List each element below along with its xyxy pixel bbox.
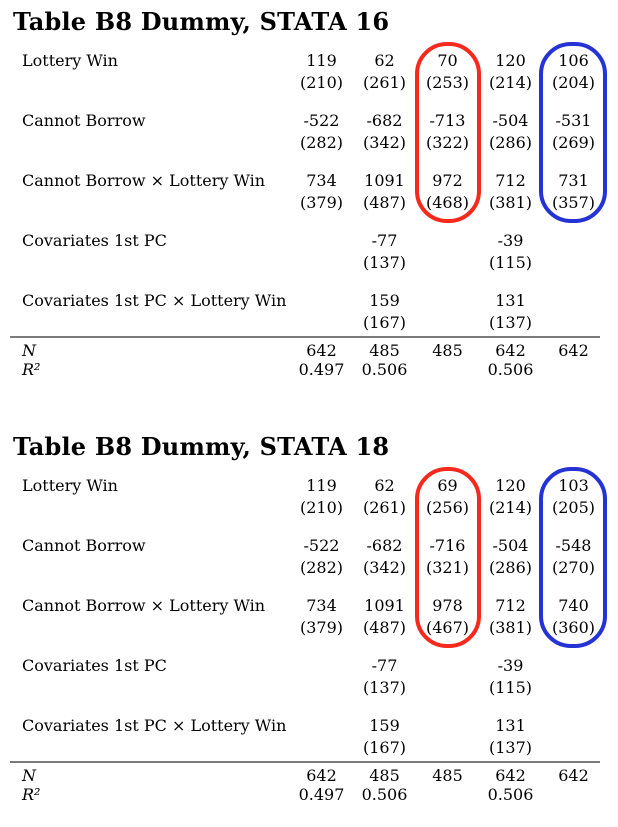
coef-value bbox=[416, 230, 479, 252]
se-value: (261) bbox=[362, 73, 407, 92]
se-value: (282) bbox=[299, 133, 344, 152]
se-value bbox=[416, 312, 479, 334]
stat-value: 642 bbox=[495, 766, 526, 785]
stat-label: N bbox=[22, 766, 36, 785]
row-label: Covariates 1st PC × Lottery Win bbox=[22, 716, 287, 735]
coef-value: 731 bbox=[558, 171, 589, 190]
coef-value bbox=[290, 290, 353, 312]
table-row bbox=[22, 110, 618, 170]
stat-value bbox=[542, 360, 605, 379]
stat-value: 0.497 bbox=[298, 360, 345, 379]
data-cell bbox=[479, 715, 542, 759]
data-cell bbox=[479, 595, 542, 655]
stat-value bbox=[542, 785, 605, 804]
table-body bbox=[0, 50, 618, 379]
coef-value bbox=[416, 290, 479, 312]
stat-label: R² bbox=[22, 360, 41, 379]
stat-row bbox=[22, 360, 618, 379]
table-row bbox=[22, 230, 618, 290]
coef-value: 62 bbox=[374, 51, 395, 70]
se-value: (487) bbox=[362, 193, 407, 212]
data-cell bbox=[416, 535, 479, 595]
coef-value: -716 bbox=[429, 536, 466, 555]
coef-value: 70 bbox=[437, 51, 458, 70]
se-value bbox=[290, 677, 353, 699]
coef-value: -713 bbox=[429, 111, 466, 130]
se-value: (214) bbox=[488, 73, 533, 92]
coef-value: -504 bbox=[492, 536, 529, 555]
data-cell bbox=[416, 110, 479, 170]
data-cell bbox=[416, 475, 479, 535]
table-midrule bbox=[10, 761, 600, 763]
table-row bbox=[22, 50, 618, 110]
row-label: Lottery Win bbox=[22, 51, 118, 70]
se-value: (379) bbox=[299, 193, 344, 212]
se-value bbox=[542, 737, 605, 759]
coef-value: 712 bbox=[495, 171, 526, 190]
se-value: (381) bbox=[488, 193, 533, 212]
data-cell bbox=[290, 475, 353, 535]
row-label: Cannot Borrow bbox=[22, 536, 146, 555]
data-cell bbox=[416, 715, 479, 759]
row-label: Cannot Borrow bbox=[22, 111, 146, 130]
se-value: (210) bbox=[299, 498, 344, 517]
data-cell bbox=[542, 290, 605, 334]
stat-value: 642 bbox=[558, 341, 589, 360]
table-title: Table B8 Dummy, STATA 18 bbox=[13, 432, 390, 461]
data-cell bbox=[542, 230, 605, 290]
coef-value: 119 bbox=[306, 51, 337, 70]
coef-value bbox=[290, 230, 353, 252]
table-stata16 bbox=[0, 0, 618, 379]
data-cell bbox=[416, 50, 479, 110]
se-value: (137) bbox=[362, 678, 407, 697]
stat-value: 642 bbox=[306, 766, 337, 785]
data-cell bbox=[542, 595, 605, 655]
stat-value: 485 bbox=[432, 341, 463, 360]
stat-value: 0.506 bbox=[487, 785, 534, 804]
stat-value: 642 bbox=[495, 341, 526, 360]
data-cell bbox=[353, 290, 416, 334]
stat-value bbox=[416, 360, 479, 379]
table-row bbox=[22, 170, 618, 230]
stat-value: 485 bbox=[369, 341, 400, 360]
data-cell bbox=[479, 290, 542, 334]
se-value: (322) bbox=[425, 133, 470, 152]
data-cell bbox=[542, 475, 605, 535]
se-value: (379) bbox=[299, 618, 344, 637]
table-stata18 bbox=[0, 425, 618, 804]
coef-value: 62 bbox=[374, 476, 395, 495]
se-value: (167) bbox=[362, 738, 407, 757]
stat-value bbox=[416, 785, 479, 804]
coef-value bbox=[542, 230, 605, 252]
data-cell bbox=[353, 230, 416, 290]
data-cell bbox=[479, 50, 542, 110]
data-cell bbox=[416, 230, 479, 290]
se-value: (487) bbox=[362, 618, 407, 637]
se-value: (115) bbox=[488, 253, 533, 272]
stat-value: 0.506 bbox=[487, 360, 534, 379]
coef-value: 106 bbox=[558, 51, 589, 70]
coef-value bbox=[416, 655, 479, 677]
coef-value: -548 bbox=[555, 536, 592, 555]
se-value: (137) bbox=[488, 313, 533, 332]
stat-value: 0.506 bbox=[361, 785, 408, 804]
data-cell bbox=[479, 475, 542, 535]
data-cell bbox=[353, 170, 416, 230]
se-value bbox=[416, 252, 479, 274]
se-value: (467) bbox=[425, 618, 470, 637]
coef-value bbox=[542, 715, 605, 737]
stat-value: 642 bbox=[306, 341, 337, 360]
data-cell bbox=[353, 595, 416, 655]
se-value: (204) bbox=[551, 73, 596, 92]
data-cell bbox=[290, 535, 353, 595]
data-cell bbox=[542, 535, 605, 595]
coef-value: 131 bbox=[495, 291, 526, 310]
se-value: (137) bbox=[488, 738, 533, 757]
coef-value: 712 bbox=[495, 596, 526, 615]
coef-value: 119 bbox=[306, 476, 337, 495]
coef-value: -77 bbox=[371, 231, 398, 250]
se-value bbox=[416, 677, 479, 699]
table-midrule bbox=[10, 336, 600, 338]
coef-value: 1091 bbox=[364, 171, 405, 190]
data-cell bbox=[479, 655, 542, 715]
se-value bbox=[416, 737, 479, 759]
table-row bbox=[22, 475, 618, 535]
data-cell bbox=[542, 655, 605, 715]
stat-label: N bbox=[22, 341, 36, 360]
coef-value: 972 bbox=[432, 171, 463, 190]
table-title: Table B8 Dummy, STATA 16 bbox=[13, 7, 390, 36]
table-row bbox=[22, 715, 618, 759]
se-value: (360) bbox=[551, 618, 596, 637]
stat-row bbox=[22, 341, 618, 360]
se-value: (256) bbox=[425, 498, 470, 517]
se-value: (270) bbox=[551, 558, 596, 577]
table-row bbox=[22, 535, 618, 595]
se-value bbox=[542, 312, 605, 334]
coef-value bbox=[542, 290, 605, 312]
data-cell bbox=[290, 595, 353, 655]
coef-value bbox=[290, 655, 353, 677]
coef-value bbox=[290, 715, 353, 737]
table-body bbox=[0, 475, 618, 804]
data-cell bbox=[416, 655, 479, 715]
data-cell bbox=[290, 290, 353, 334]
stat-value: 0.497 bbox=[298, 785, 345, 804]
coef-value bbox=[416, 715, 479, 737]
row-label: Cannot Borrow × Lottery Win bbox=[22, 171, 266, 190]
table-row bbox=[22, 290, 618, 334]
coef-value: -39 bbox=[497, 231, 524, 250]
coef-value: 978 bbox=[432, 596, 463, 615]
se-value: (167) bbox=[362, 313, 407, 332]
data-cell bbox=[290, 110, 353, 170]
se-value: (137) bbox=[362, 253, 407, 272]
coef-value: 120 bbox=[495, 476, 526, 495]
se-value: (321) bbox=[425, 558, 470, 577]
row-label: Lottery Win bbox=[22, 476, 118, 495]
coef-value: -522 bbox=[303, 111, 340, 130]
se-value: (214) bbox=[488, 498, 533, 517]
se-value: (261) bbox=[362, 498, 407, 517]
data-cell bbox=[416, 170, 479, 230]
stat-row bbox=[22, 785, 618, 804]
se-value: (115) bbox=[488, 678, 533, 697]
coef-value: 69 bbox=[437, 476, 458, 495]
se-value: (381) bbox=[488, 618, 533, 637]
data-cell bbox=[290, 170, 353, 230]
coef-value: 159 bbox=[369, 716, 400, 735]
coef-value: 159 bbox=[369, 291, 400, 310]
data-cell bbox=[290, 230, 353, 290]
table-row bbox=[22, 655, 618, 715]
data-cell bbox=[542, 50, 605, 110]
se-value: (269) bbox=[551, 133, 596, 152]
coef-value: 740 bbox=[558, 596, 589, 615]
se-value: (286) bbox=[488, 133, 533, 152]
data-cell bbox=[416, 290, 479, 334]
row-label: Covariates 1st PC × Lottery Win bbox=[22, 291, 287, 310]
stat-value: 485 bbox=[369, 766, 400, 785]
data-cell bbox=[353, 715, 416, 759]
data-cell bbox=[353, 475, 416, 535]
coef-value: -504 bbox=[492, 111, 529, 130]
coef-value: 1091 bbox=[364, 596, 405, 615]
se-value bbox=[542, 252, 605, 274]
data-cell bbox=[290, 50, 353, 110]
coef-value: -682 bbox=[366, 536, 403, 555]
se-value: (286) bbox=[488, 558, 533, 577]
data-cell bbox=[290, 655, 353, 715]
data-cell bbox=[290, 715, 353, 759]
coef-value: 734 bbox=[306, 596, 337, 615]
se-value: (342) bbox=[362, 133, 407, 152]
se-value: (468) bbox=[425, 193, 470, 212]
se-value: (342) bbox=[362, 558, 407, 577]
se-value: (210) bbox=[299, 73, 344, 92]
data-cell bbox=[542, 110, 605, 170]
coef-value: 120 bbox=[495, 51, 526, 70]
data-cell bbox=[353, 110, 416, 170]
data-cell bbox=[353, 655, 416, 715]
coef-value: 131 bbox=[495, 716, 526, 735]
stat-value: 642 bbox=[558, 766, 589, 785]
stat-label: R² bbox=[22, 785, 41, 804]
se-value bbox=[290, 312, 353, 334]
data-cell bbox=[479, 110, 542, 170]
coef-value: 734 bbox=[306, 171, 337, 190]
data-cell bbox=[479, 535, 542, 595]
se-value: (253) bbox=[425, 73, 470, 92]
data-cell bbox=[479, 230, 542, 290]
data-cell bbox=[353, 50, 416, 110]
coef-value: -39 bbox=[497, 656, 524, 675]
data-cell bbox=[542, 715, 605, 759]
coef-value: -77 bbox=[371, 656, 398, 675]
coef-value: 103 bbox=[558, 476, 589, 495]
coef-value bbox=[542, 655, 605, 677]
se-value: (205) bbox=[551, 498, 596, 517]
coef-value: -531 bbox=[555, 111, 592, 130]
data-cell bbox=[542, 170, 605, 230]
data-cell bbox=[416, 595, 479, 655]
row-label: Cannot Borrow × Lottery Win bbox=[22, 596, 266, 615]
data-cell bbox=[353, 535, 416, 595]
se-value: (282) bbox=[299, 558, 344, 577]
row-label: Covariates 1st PC bbox=[22, 231, 167, 250]
se-value bbox=[542, 677, 605, 699]
stat-value: 0.506 bbox=[361, 360, 408, 379]
data-cell bbox=[479, 170, 542, 230]
se-value bbox=[290, 252, 353, 274]
coef-value: -522 bbox=[303, 536, 340, 555]
se-value: (357) bbox=[551, 193, 596, 212]
row-label: Covariates 1st PC bbox=[22, 656, 167, 675]
table-row bbox=[22, 595, 618, 655]
stat-row bbox=[22, 766, 618, 785]
coef-value: -682 bbox=[366, 111, 403, 130]
se-value bbox=[290, 737, 353, 759]
stat-value: 485 bbox=[432, 766, 463, 785]
